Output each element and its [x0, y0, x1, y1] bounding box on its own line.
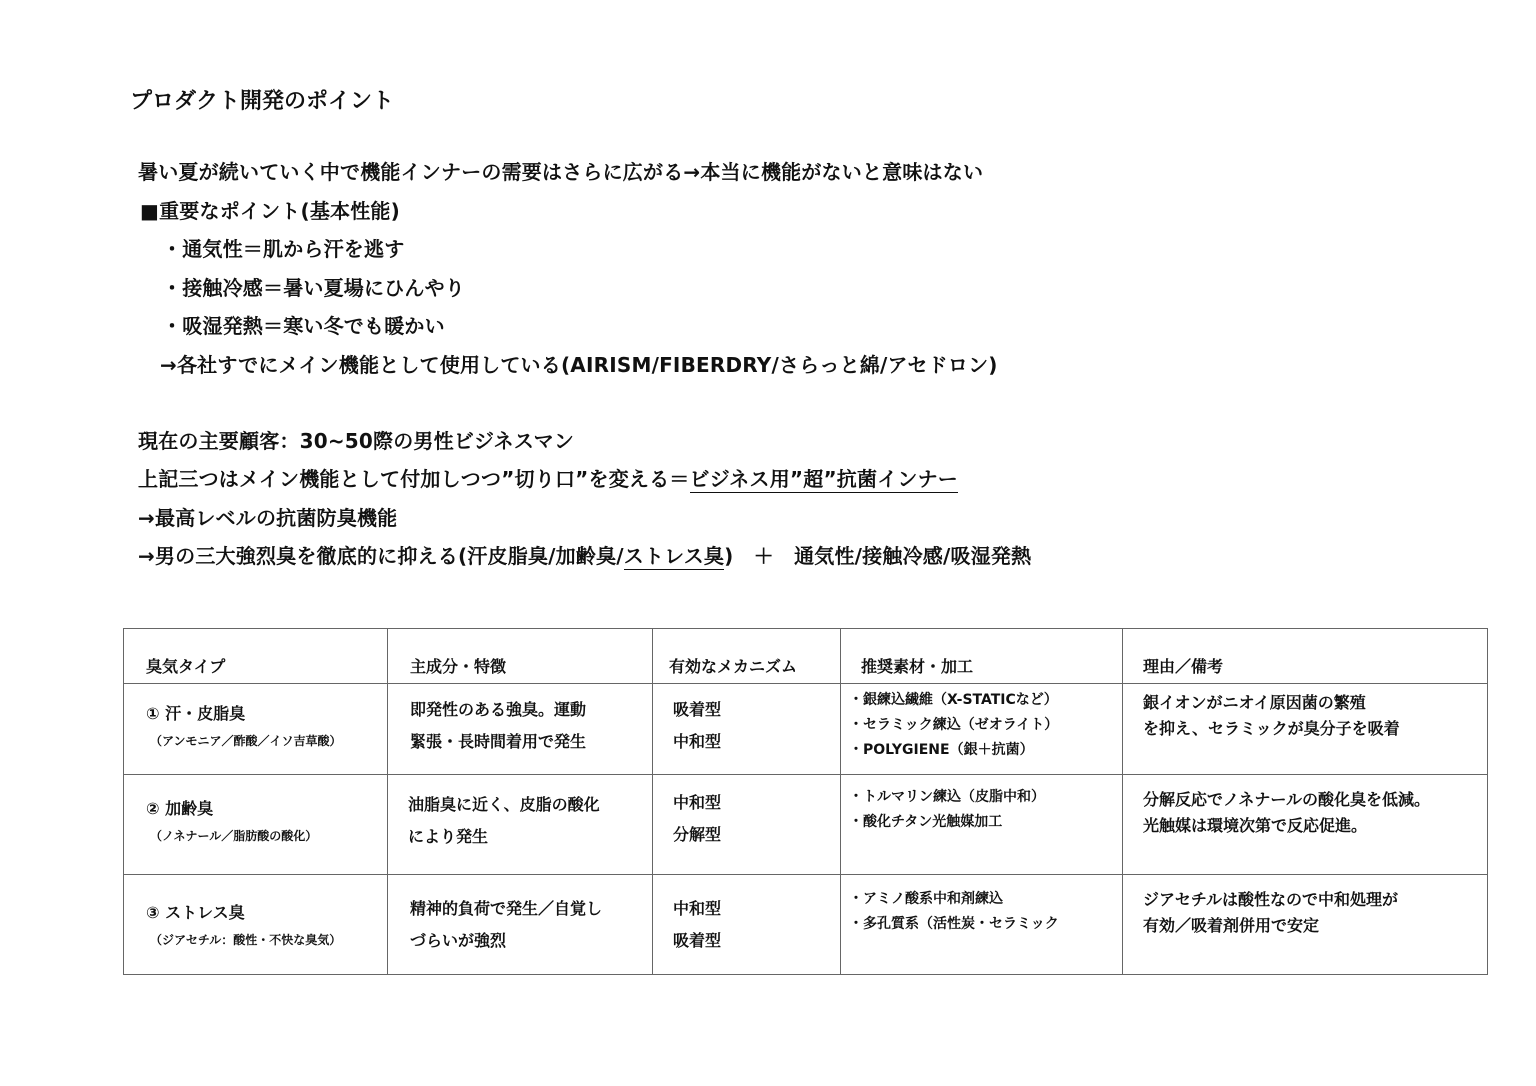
- concept-highlight: ビジネス用”超”抗菌インナー: [689, 467, 958, 491]
- note-text: 分解反応でノネナールの酸化臭を低減。: [1143, 790, 1431, 809]
- note-text: を抑え、セラミックが臭分子を吸着: [1143, 719, 1400, 738]
- material-text: ・セラミック練込（ゼオライト）: [849, 717, 1059, 733]
- table-row: [124, 875, 1488, 975]
- feature-text: 精神的負荷で発生／自覚し: [410, 899, 603, 918]
- odor-type-sub: （ノネナール／脂肪酸の酸化）: [150, 829, 318, 843]
- header-features: 主成分・特徴: [388, 629, 653, 684]
- cell-notes: [1123, 775, 1488, 875]
- feature-text: 即発性のある強臭。運動: [410, 700, 587, 719]
- note-text: ジアセチルは酸性なので中和処理が: [1143, 890, 1399, 909]
- top-level-line: →最高レベルの抗菌防臭機能: [138, 506, 398, 530]
- header-notes: 理由／備考: [1123, 629, 1488, 684]
- table-row: [124, 684, 1488, 775]
- cell-odor-type: [124, 775, 388, 875]
- mechanism-text: 中和型: [673, 793, 722, 812]
- cell-features: [388, 684, 653, 775]
- strong-odor-highlight: ストレス臭: [623, 544, 725, 568]
- cell-mechanism: [653, 684, 841, 775]
- header-materials: 推奨素材・加工: [841, 629, 1123, 684]
- cell-materials: [841, 775, 1123, 875]
- cell-materials: [841, 684, 1123, 775]
- mechanism-text: 中和型: [673, 732, 722, 751]
- odor-table: [123, 628, 1488, 975]
- concept-line: [138, 463, 958, 492]
- cell-features: [388, 875, 653, 975]
- cell-mechanism: [653, 775, 841, 875]
- odor-type-sub: （アンモニア／酢酸／イソ吉草酸）: [150, 734, 342, 748]
- material-text: ・酸化チタン光触媒加工: [849, 814, 1003, 830]
- cell-notes: [1123, 875, 1488, 975]
- strong-odor-suffix: ) ＋ 通気性/接触冷感/吸湿発熱: [724, 544, 1032, 568]
- concept-prefix: 上記三つはメイン機能として付加しつつ”切り口”を変える＝: [138, 467, 690, 491]
- table-header-row: [124, 629, 1488, 684]
- cell-odor-type: [124, 875, 388, 975]
- note-text: 銀イオンがニオイ原因菌の繁殖: [1143, 693, 1366, 712]
- cell-materials: [841, 875, 1123, 975]
- note-text: 光触媒は環境次第で反応促進。: [1143, 816, 1368, 835]
- material-text: ・トルマリン練込（皮脂中和）: [849, 789, 1045, 805]
- material-text: ・POLYGIENE（銀＋抗菌）: [849, 742, 1034, 758]
- feature-text: により発生: [408, 827, 489, 846]
- header-odor-type: 臭気タイプ: [124, 629, 388, 684]
- material-text: ・銀練込繊維（X-STATICなど）: [849, 692, 1058, 708]
- strong-odor-line: [138, 540, 1031, 569]
- key-points-heading: ■重要なポイント(基本性能): [140, 199, 400, 223]
- odor-type-sub: （ジアセチル：酸性・不快な臭気）: [150, 933, 342, 947]
- point-cool-touch: ・接触冷感＝暑い夏場にひんやり: [162, 276, 465, 300]
- cell-odor-type: [124, 684, 388, 775]
- competitor-note: →各社すでにメイン機能として使用している(AIRISM/FIBERDRY/さらっと綿/アセドロン): [160, 353, 998, 377]
- feature-text: づらいが強烈: [410, 931, 507, 950]
- point-breathability: ・通気性＝肌から汗を逃す: [162, 237, 405, 261]
- odor-type-label: ② 加齢臭: [146, 799, 214, 818]
- feature-text: 緊張・長時間着用で発生: [410, 732, 587, 751]
- main-customer: 現在の主要顧客：30~50際の男性ビジネスマン: [138, 429, 575, 453]
- intro-line: 暑い夏が続いていく中で機能インナーの需要はさらに広がる→本当に機能がないと意味はない: [138, 160, 984, 184]
- cell-notes: [1123, 684, 1488, 775]
- mechanism-text: 分解型: [673, 825, 722, 844]
- strong-odor-prefix: →男の三大強烈臭を徹底的に抑える(汗皮脂臭/加齢臭/: [138, 544, 624, 568]
- material-text: ・アミノ酸系中和剤練込: [849, 891, 1003, 907]
- odor-type-label: ① 汗・皮脂臭: [146, 704, 246, 723]
- note-text: 有効／吸着剤併用で安定: [1143, 916, 1320, 935]
- material-text: ・多孔質系（活性炭・セラミック: [849, 916, 1059, 932]
- cell-features: [388, 775, 653, 875]
- odor-type-label: ③ ストレス臭: [146, 903, 245, 922]
- point-heat-generation: ・吸湿発熱＝寒い冬でも暖かい: [162, 314, 445, 338]
- feature-text: 油脂臭に近く、皮脂の酸化: [408, 795, 600, 814]
- cell-mechanism: [653, 875, 841, 975]
- mechanism-text: 中和型: [673, 899, 722, 918]
- header-mechanism: 有効なメカニズム: [653, 629, 841, 684]
- mechanism-text: 吸着型: [673, 700, 722, 719]
- page-title: プロダクト開発のポイント: [130, 89, 395, 114]
- mechanism-text: 吸着型: [673, 931, 722, 950]
- table-row: [124, 775, 1488, 875]
